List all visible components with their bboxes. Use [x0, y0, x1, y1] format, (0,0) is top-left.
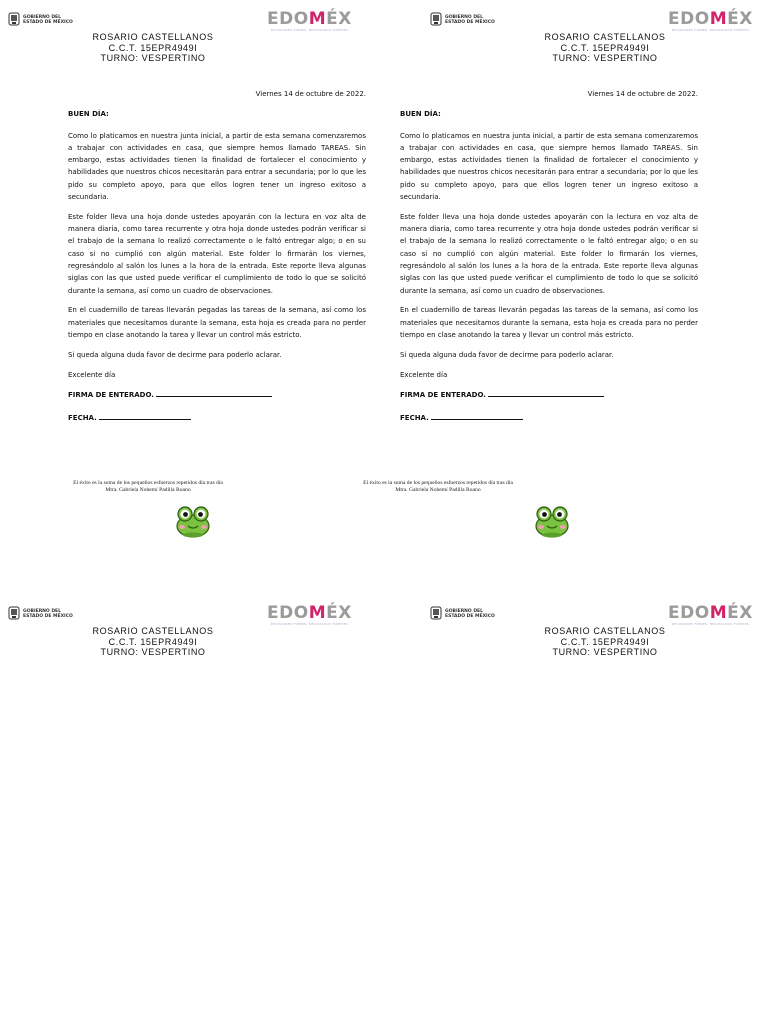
frog-mascot-icon [534, 504, 570, 538]
gobierno-text [445, 609, 495, 619]
letter-paragraph-1: Como lo platicamos en nuestra junta inicial, a partir de esta semana comenzaremos a trabajar con actividades en casa, que siempre hemos llamado TAREAS. Sin embargo, estas actividades tienen la finalidad de fortalecer el conocimiento y habilidades que nuestros chicos necesitarán para entrar a secundaria; por lo que les pido su completo apoyo, para que ellos logren tener un ingreso exitoso a secundaria. [400, 131, 698, 202]
edomex-wordmark [267, 10, 352, 28]
school-name: ROSARIO CASTELLANOS [544, 626, 666, 636]
school-cct: C.C.T. 15EPR4949I [108, 42, 198, 53]
gobierno-text [23, 609, 73, 619]
gobierno-line2: ESTADO DE MÉXICO [445, 613, 495, 619]
gobierno-text [23, 15, 73, 25]
school-name: ROSARIO CASTELLANOS [92, 32, 214, 42]
date-line [431, 411, 523, 420]
school-cct: C.C.T. 15EPR4949I [560, 42, 650, 53]
edomex-wordmark [267, 604, 352, 622]
frog-mascot-icon [175, 504, 211, 538]
school-header [520, 32, 690, 64]
school-header [68, 626, 238, 658]
signature-row [68, 388, 366, 401]
gobierno-line1: GOBIERNO DEL [23, 14, 61, 20]
gobierno-logo [8, 606, 73, 621]
letter-paragraph-3: En el cuadernillo de tareas llevarán pegadas las tareas de la semana, así como los materiales que necesitamos durante la semana, esta hoja es creada para no perder tiempo en clase anotando la tarea y llevar un control más estricto. [68, 306, 366, 340]
motto-quote: El éxito es la suma de los pequeños esfuerzos repetidos día tras día [73, 480, 223, 486]
school-header [520, 626, 690, 658]
edomex-word-end: ÉX [326, 603, 352, 623]
letter-date: Viernes 14 de octubre de 2022. [587, 90, 698, 98]
motto-author: Mtra. Gabriela Nohemí Padilla Ruano [105, 487, 191, 494]
date-line [99, 411, 191, 420]
school-name: ROSARIO CASTELLANOS [544, 32, 666, 42]
motto [28, 480, 268, 494]
edomex-word-start: EDO [267, 603, 309, 623]
edomex-word-end: ÉX [326, 9, 352, 29]
state-seal-icon [430, 606, 442, 621]
gobierno-text [445, 15, 495, 25]
edomex-word-m: M [709, 9, 728, 29]
school-turno: TURNO: VESPERTINO [100, 53, 206, 63]
gobierno-line1: GOBIERNO DEL [23, 608, 61, 614]
gobierno-line1: GOBIERNO DEL [445, 608, 483, 614]
letter-paragraph-4: Si queda alguna duda favor de decirme para poderlo aclarar. [400, 350, 614, 359]
edomex-word-m: M [709, 603, 728, 623]
letter-paragraph-2: Este folder lleva una hoja donde ustedes apoyarán con la lectura en voz alta de manera diaria, como tarea recurrente y otra hoja donde ustedes podrán verificar si el trabajo de la semana lo realizó correctamente o le faltó entregar algo; o en su caso si no cumplió con algún material. Este folder lo firmarán los viernes, regresándolo al salón los lunes a la hora de la entrada. Este reporte lleva algunas siglas con las que usted puede verificar el cumplimiento de todo lo que se solicitó durante la semana, así como un cuadro de observaciones. [400, 212, 698, 295]
letter-paragraph-3: En el cuadernillo de tareas llevarán pegadas las tareas de la semana, así como los materiales que necesitamos durante la semana, esta hoja es creada para no perder tiempo en clase anotando la tarea y llevar un control más estricto. [400, 306, 698, 340]
date-label: FECHA. [68, 413, 97, 422]
signature-label: FIRMA DE ENTERADO. [68, 391, 154, 400]
letter-paragraph-2: Este folder lleva una hoja donde ustedes apoyarán con la lectura en voz alta de manera diaria, como tarea recurrente y otra hoja donde ustedes podrán verificar si el trabajo de la semana lo realizó correctamente o le faltó entregar algo; o en su caso si no cumplió con algún material. Este folder lo firmarán los viernes, regresándolo al salón los lunes a la hora de la entrada. Este reporte lleva algunas siglas con las que usted puede verificar el cumplimiento de todo lo que se solicitó durante la semana, así como un cuadro de observaciones. [68, 212, 366, 295]
edomex-logo [267, 604, 352, 626]
school-cct: C.C.T. 15EPR4949I [560, 636, 650, 647]
edomex-word-start: EDO [267, 9, 309, 29]
edomex-word-m: M [308, 603, 327, 623]
date-row [68, 411, 366, 424]
school-header [68, 32, 238, 64]
signature-row [400, 388, 698, 401]
motto-quote: El éxito es la suma de los pequeños esfuerzos repetidos día tras día [363, 480, 513, 486]
date-row [400, 411, 698, 424]
edomex-tagline: DECISIONES FIRMES, RESULTADOS FUERTES [671, 622, 750, 626]
state-seal-icon [430, 12, 442, 27]
edomex-word-end: ÉX [727, 603, 753, 623]
signature-line [488, 388, 604, 397]
letter-body [68, 88, 366, 433]
edomex-word-m: M [308, 9, 327, 29]
school-name: ROSARIO CASTELLANOS [92, 626, 214, 636]
state-seal-icon [8, 606, 20, 621]
gobierno-line2: ESTADO DE MÉXICO [23, 19, 73, 25]
date-label: FECHA. [400, 413, 429, 422]
signature-line [156, 388, 272, 397]
edomex-tagline: DECISIONES FIRMES, RESULTADOS FUERTES [270, 622, 349, 626]
edomex-word-end: ÉX [727, 9, 753, 29]
gobierno-logo [430, 606, 495, 621]
edomex-logo [668, 604, 753, 626]
edomex-word-start: EDO [668, 9, 710, 29]
gobierno-logo [430, 12, 495, 27]
edomex-word-start: EDO [668, 603, 710, 623]
signature-label: FIRMA DE ENTERADO. [400, 391, 486, 400]
school-cct: C.C.T. 15EPR4949I [108, 636, 198, 647]
letter-closing: Excelente día [68, 370, 116, 379]
letter-closing: Excelente día [400, 370, 448, 379]
edomex-tagline: DECISIONES FIRMES, RESULTADOS FUERTES [671, 28, 750, 32]
edomex-logo [668, 10, 753, 32]
letter-date: Viernes 14 de octubre de 2022. [255, 90, 366, 98]
letter-paragraph-1: Como lo platicamos en nuestra junta inicial, a partir de esta semana comenzaremos a trabajar con actividades en casa, que siempre hemos llamado TAREAS. Sin embargo, estas actividades tienen la finalidad de fortalecer el conocimiento y habilidades que nuestros chicos necesitarán para entrar a secundaria; por lo que les pido su completo apoyo, para que ellos logren tener un ingreso exitoso a secundaria. [68, 131, 366, 202]
school-turno: TURNO: VESPERTINO [552, 647, 658, 657]
state-seal-icon [8, 12, 20, 27]
motto-author: Mtra. Gabriela Nohemí Padilla Ruano [395, 487, 481, 494]
edomex-wordmark [668, 604, 753, 622]
school-turno: TURNO: VESPERTINO [100, 647, 206, 657]
gobierno-line1: GOBIERNO DEL [445, 14, 483, 20]
edomex-wordmark [668, 10, 753, 28]
motto [318, 480, 558, 494]
edomex-logo [267, 10, 352, 32]
edomex-tagline: DECISIONES FIRMES, RESULTADOS FUERTES [270, 28, 349, 32]
gobierno-logo [8, 12, 73, 27]
letter-greeting: BUEN DÍA: [68, 110, 109, 119]
gobierno-line2: ESTADO DE MÉXICO [23, 613, 73, 619]
letter-body [400, 88, 698, 433]
letter-paragraph-4: Si queda alguna duda favor de decirme para poderlo aclarar. [68, 350, 282, 359]
letter-greeting: BUEN DÍA: [400, 110, 441, 119]
gobierno-line2: ESTADO DE MÉXICO [445, 19, 495, 25]
school-turno: TURNO: VESPERTINO [552, 53, 658, 63]
